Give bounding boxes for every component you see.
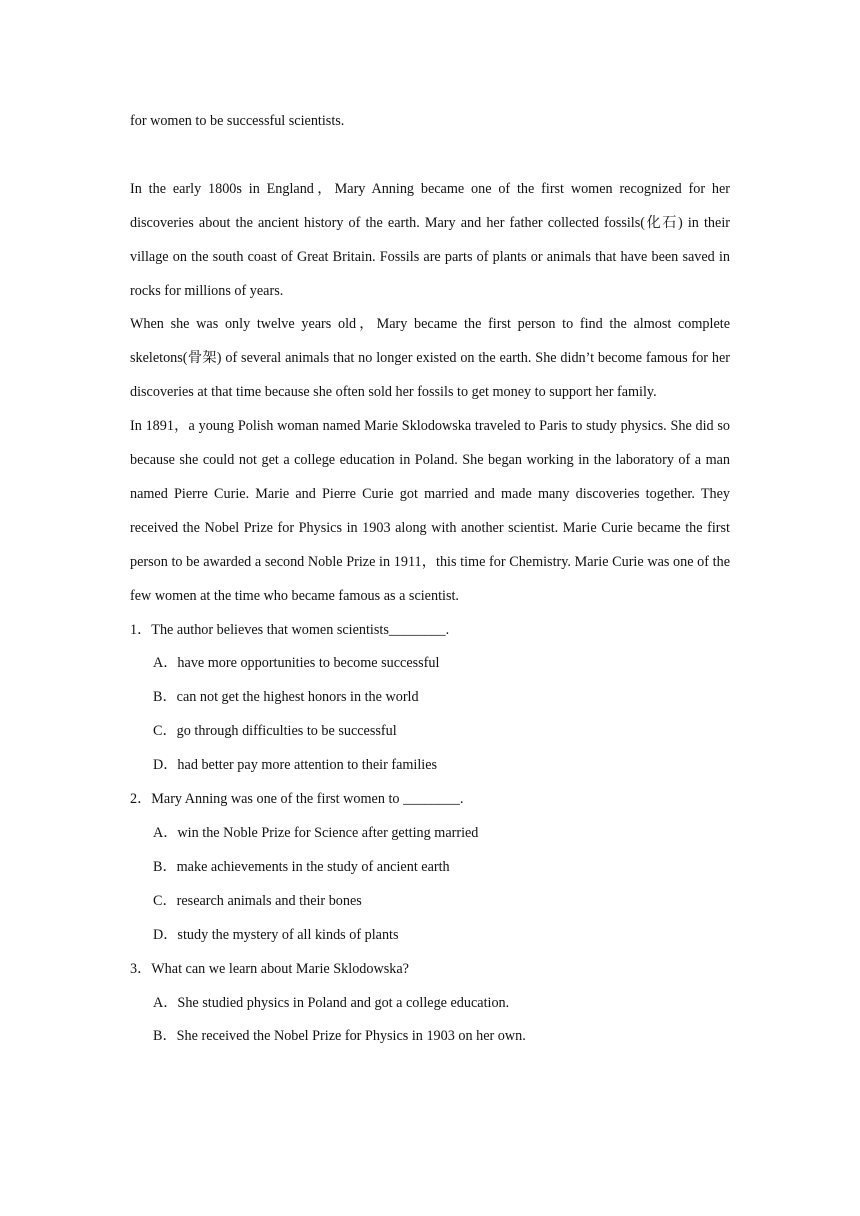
option-d: D．study the mystery of all kinds of plants <box>153 926 399 943</box>
question-stem: 1．The author believes that women scientists________. <box>130 621 450 638</box>
question-2 <box>130 783 730 953</box>
question-3 <box>130 953 730 1055</box>
option-b: B．make achievements in the study of ancient earth <box>153 858 450 875</box>
question-stem: 2．Mary Anning was one of the first women to ________. <box>130 791 464 808</box>
option-c: C．research animals and their bones <box>153 892 362 909</box>
option-c: C．go through difficulties to be successful <box>153 723 397 740</box>
paragraph-marie-curie: In 1891，a young Polish woman named Marie Sklodowska traveled to Paris to study physics. She did so because she could not get a college education in Poland. She began working in the laboratory of a man named Pierre Curie. Marie and Pierre Curie got married and made many discoveries together. They received the Nobel Prize for Physics in 1903 along with another scientist. Marie Curie became the first person to be awarded a second Noble Prize in 1911，this time for Chemistry. Marie Curie was one of the few women at the time who became famous as a scientist. <box>130 418 730 604</box>
option-a: A．have more opportunities to become successful <box>153 655 440 672</box>
paragraph-mary-anning: In the early 1800s in England，Mary Anning became one of the first women recognized for her discoveries about the ancient history of the earth. Mary and her father collected fossils(化石) in their village on the south coast of Great Britain. Fossils are parts of plants or animals that have been saved in rocks for millions of years. <box>130 180 730 299</box>
option-b: B．She received the Nobel Prize for Physics in 1903 on her own. <box>153 1028 526 1045</box>
paragraph-gap <box>130 139 730 173</box>
intro-tail-text: for women to be successful scientists. <box>130 113 345 129</box>
question-stem: 3．What can we learn about Marie Sklodowska? <box>130 960 409 977</box>
question-1 <box>130 614 730 784</box>
option-a: A．win the Noble Prize for Science after getting married <box>153 825 479 842</box>
option-b: B．can not get the highest honors in the world <box>153 689 419 706</box>
option-d: D．had better pay more attention to their families <box>153 757 438 774</box>
option-a: A．She studied physics in Poland and got a college education. <box>153 994 510 1011</box>
document-page <box>130 105 730 1054</box>
paragraph-mary-skeletons: When she was only twelve years old，Mary became the first person to find the almost complete skeletons(骨架) of several animals that no longer existed on the earth. She didn’t become famous for her discoveries at that time because she often sold her fossils to get money to support her family. <box>130 316 730 401</box>
